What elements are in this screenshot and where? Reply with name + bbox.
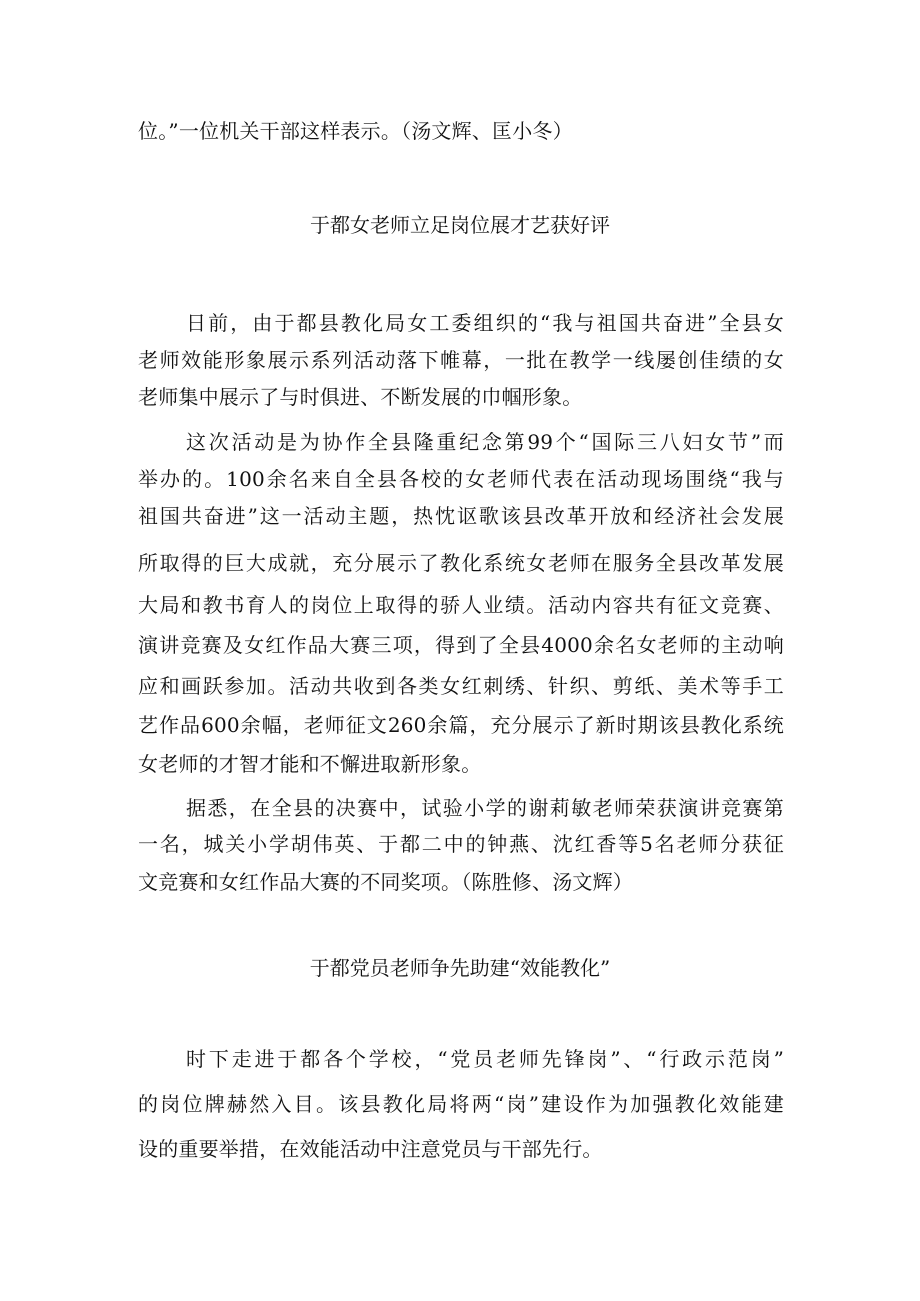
paragraph-line: 设的重要举措，在效能活动中注意党员与干部先行。 (138, 1137, 603, 1161)
paragraph-line: 老师集中展示了与时俱进、不断发展的巾帼形象。 (138, 385, 583, 409)
paragraph-line: 大局和教书育人的岗位上取得的骄人业绩。活动内容共有征文竞赛、 (138, 593, 784, 617)
paragraph-line: 时下走进于都各个学校，“党员老师先锋岗”、“行政示范岗” (186, 1047, 784, 1071)
paragraph-line: 应和画跃参加。活动共收到各类女红刺绣、针织、剪纸、美术等手工 (138, 674, 784, 698)
paragraph-line: 老师效能形象展示系列活动落下帷幕，一批在教学一线屡创佳绩的女 (138, 348, 784, 372)
paragraph-line: 这次活动是为协作全县隆重纪念第99个“国际三八妇女节”而 (186, 430, 784, 454)
section-title-female-teachers: 于都女老师立足岗位展才艺获好评 (310, 213, 610, 237)
paragraph-line: 所取得的巨大成就，充分展示了教化系统女老师在服务全县改革发展 (138, 551, 784, 575)
paragraph-line: 女老师的才智才能和不懈进取新形象。 (138, 752, 482, 776)
paragraph-line: 举办的。100余名来自全县各校的女老师代表在活动现场围绕“我与 (138, 467, 784, 491)
paragraph-line: 文竞赛和女红作品大赛的不同奖项。（陈胜修、汤文辉） (138, 870, 633, 894)
paragraph-line: 祖国共奋进”这一活动主题，热忱讴歌该县改革开放和经济社会发展 (138, 504, 784, 528)
paragraph-line: 日前，由于都县教化局女工委组织的“我与祖国共奋进”全县女 (186, 311, 784, 335)
paragraph-line: 一名，城关小学胡伟英、于都二中的钟燕、沈红香等5名老师分获征 (138, 832, 784, 856)
paragraph-line: 的岗位牌赫然入目。该县教化局将两“岗”建设作为加强教化效能建 (138, 1092, 784, 1116)
paragraph-line: 据悉，在全县的决赛中，试验小学的谢莉敏老师荣获演讲竞赛第 (186, 796, 784, 820)
paragraph-line: 艺作品600余幅，老师征文260余篇，充分展示了新时期该县教化系统 (138, 713, 784, 737)
section-title-party-teachers: 于都党员老师争先助建“效能教化” (309, 956, 611, 980)
paragraph-line: 演讲竞赛及女红作品大赛三项，得到了全县4000余名女老师的主动响 (138, 633, 784, 657)
opening-line: 位。”一位机关干部这样表示。（汤文辉、匡小冬） (138, 119, 573, 143)
